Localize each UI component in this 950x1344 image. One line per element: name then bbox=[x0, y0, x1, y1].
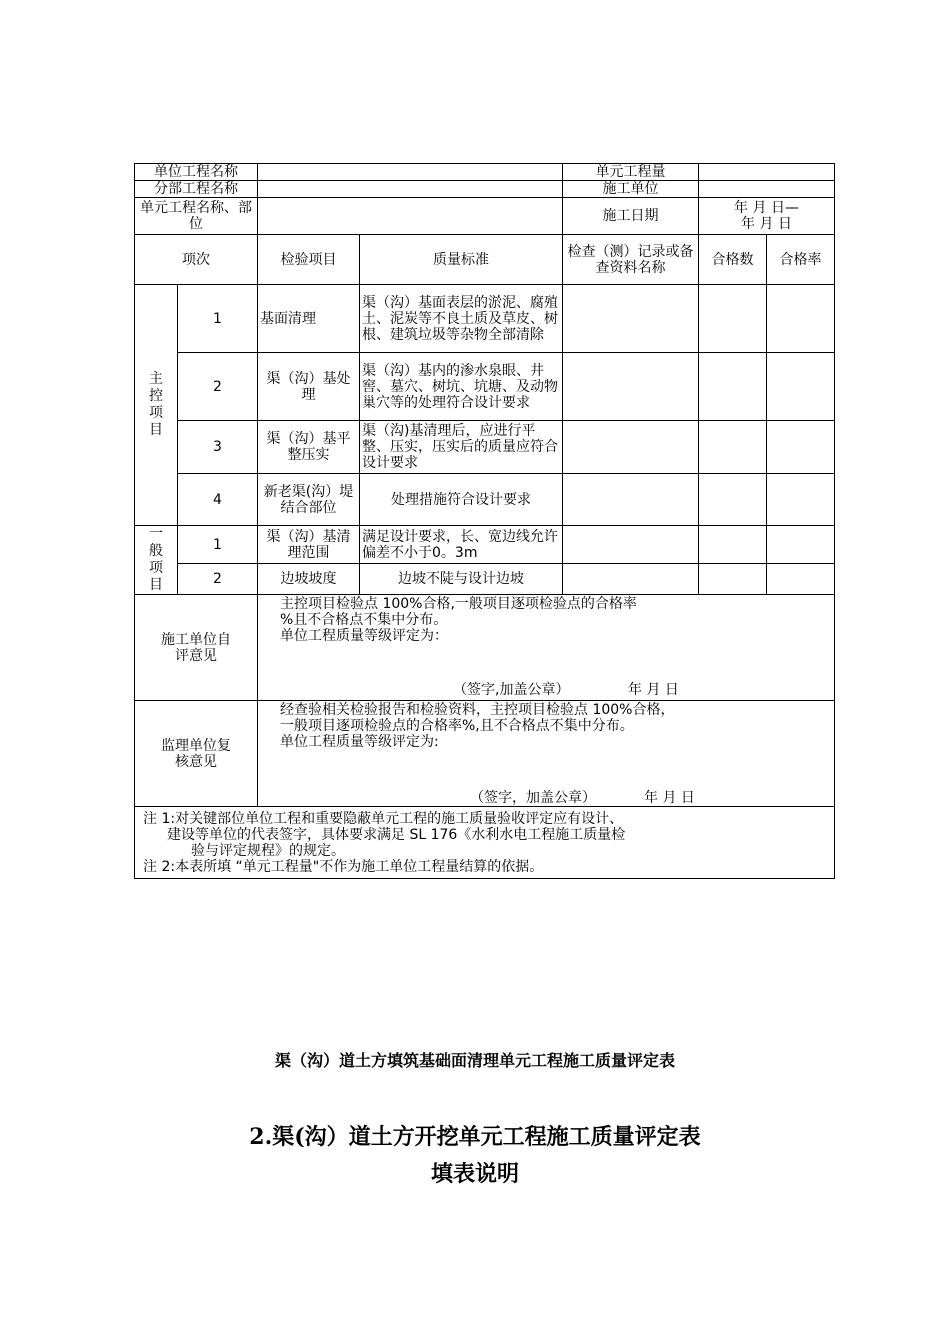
self-assessment-line3: 单位工程质量等级评定为： bbox=[280, 628, 448, 644]
col-pass-count: 合格数 bbox=[699, 235, 767, 285]
supervisor-review-line1: 经查验相关检验报告和检验资料，主控项目检验点 100%合格， bbox=[280, 702, 675, 718]
main-control-group-label: 主控项目 bbox=[135, 285, 178, 526]
row-no: 4 bbox=[178, 474, 258, 526]
row-record[interactable] bbox=[563, 526, 699, 564]
row-no: 2 bbox=[178, 353, 258, 421]
row-no: 1 bbox=[178, 285, 258, 353]
row-standard: 渠（沟)基清理后，应进行平整、压实，压实后的质量应符合设计要求 bbox=[360, 421, 563, 474]
col-item-no: 项次 bbox=[135, 235, 258, 285]
row-pass-rate[interactable] bbox=[767, 353, 835, 421]
self-assessment-opinion[interactable] bbox=[258, 595, 835, 701]
table-title: 渠（沟）道土方填筑基础面清理单元工程施工质量评定表 bbox=[274, 1051, 675, 1070]
col-record: 检查（测）记录或备查资料名称 bbox=[563, 235, 699, 285]
table-row bbox=[135, 526, 835, 564]
row-standard: 渠（沟）基面表层的淤泥、腐殖土、泥炭等不良土质及草皮、树根、建筑垃圾等杂物全部清除 bbox=[360, 285, 563, 353]
col-inspection-item: 检验项目 bbox=[258, 235, 360, 285]
table-row bbox=[135, 353, 835, 421]
unit-project-name-label: 单位工程名称 bbox=[135, 164, 258, 181]
section-title: 2.渠(沟）道土方开挖单元工程施工质量评定表 bbox=[249, 1124, 701, 1150]
sub-project-name-label: 分部工程名称 bbox=[135, 181, 258, 198]
supervisor-review-date: 年 月 日 bbox=[644, 790, 695, 806]
row-item: 渠（沟）基处理 bbox=[258, 353, 360, 421]
row-record[interactable] bbox=[563, 285, 699, 353]
unit-element-name-value[interactable] bbox=[258, 198, 563, 235]
row-pass-count[interactable] bbox=[699, 526, 767, 564]
unit-element-name-label: 单元工程名称、部位 bbox=[135, 198, 258, 235]
row-standard: 渠（沟）基内的渗水泉眼、井窖、墓穴、树坑、坑塘、及动物巢穴等的处理符合设计要求 bbox=[360, 353, 563, 421]
sub-project-name-value[interactable] bbox=[258, 181, 563, 198]
row-record[interactable] bbox=[563, 564, 699, 595]
row-item: 渠（沟）基清理范围 bbox=[258, 526, 360, 564]
note1-line2: 建设等单位的代表签字，具体要求满足 SL 176《水利水电工程施工质量检 bbox=[167, 826, 626, 843]
note1-line1: 注 1:对关键部位单位工程和重要隐蔽单元工程的施工质量验收评定应有设计、 bbox=[143, 810, 624, 827]
row-pass-count[interactable] bbox=[699, 474, 767, 526]
row-item: 基面清理 bbox=[258, 285, 360, 353]
note2: 注 2:本表所填 “单元工程量"不作为施工单位工程量结算的依据。 bbox=[143, 858, 544, 875]
self-assessment-date: 年 月 日 bbox=[628, 682, 679, 698]
row-standard: 处理措施符合设计要求 bbox=[360, 474, 563, 526]
row-record[interactable] bbox=[563, 353, 699, 421]
date-range-end: 年 月 日 bbox=[741, 216, 792, 232]
table-notes bbox=[135, 807, 835, 879]
row-standard: 满足设计要求，长、宽边线允许偏差不小于0。3m bbox=[360, 526, 563, 564]
row-no: 1 bbox=[178, 526, 258, 564]
self-assessment-label: 施工单位自评意见 bbox=[135, 595, 258, 701]
unit-project-name-value[interactable] bbox=[258, 164, 563, 181]
section-subtitle: 填表说明 bbox=[430, 1161, 519, 1187]
supervisor-review-opinion[interactable] bbox=[258, 701, 835, 807]
row-record[interactable] bbox=[563, 474, 699, 526]
table-row bbox=[135, 285, 835, 353]
row-pass-rate[interactable] bbox=[767, 474, 835, 526]
row-no: 2 bbox=[178, 564, 258, 595]
row-pass-rate[interactable] bbox=[767, 285, 835, 353]
supervisor-review-signature: （签字，加盖公章） bbox=[470, 790, 596, 806]
construction-unit-label: 施工单位 bbox=[563, 181, 699, 198]
table-row bbox=[135, 474, 835, 526]
construction-date-value[interactable] bbox=[699, 198, 835, 235]
row-pass-rate[interactable] bbox=[767, 564, 835, 595]
row-item: 新老渠(沟）堤结合部位 bbox=[258, 474, 360, 526]
unit-quantity-value[interactable] bbox=[699, 164, 835, 181]
row-no: 3 bbox=[178, 421, 258, 474]
self-assessment-line2: %且不合格点不集中分布。 bbox=[280, 612, 448, 628]
general-group-label: 一般项目 bbox=[135, 526, 178, 595]
row-item: 渠（沟）基平整压实 bbox=[258, 421, 360, 474]
unit-quantity-label: 单元工程量 bbox=[563, 164, 699, 181]
construction-date-label: 施工日期 bbox=[563, 198, 699, 235]
supervisor-review-line3: 单位工程质量等级评定为: bbox=[280, 734, 439, 750]
self-assessment-line1: 主控项目检验点 100%合格,一般项目逐项检验点的合格率 bbox=[280, 596, 637, 612]
row-standard: 边坡不陡与设计边坡 bbox=[360, 564, 563, 595]
note1-line3: 验与评定规程》的规定。 bbox=[191, 842, 345, 859]
construction-unit-value[interactable] bbox=[699, 181, 835, 198]
date-range-start: 年 月 日— bbox=[734, 200, 799, 216]
row-pass-count[interactable] bbox=[699, 421, 767, 474]
row-record[interactable] bbox=[563, 421, 699, 474]
table-row bbox=[135, 564, 835, 595]
row-pass-count[interactable] bbox=[699, 353, 767, 421]
col-quality-standard: 质量标准 bbox=[360, 235, 563, 285]
col-pass-rate: 合格率 bbox=[767, 235, 835, 285]
row-pass-rate[interactable] bbox=[767, 421, 835, 474]
quality-assessment-table bbox=[134, 163, 835, 879]
table-row bbox=[135, 421, 835, 474]
row-pass-count[interactable] bbox=[699, 285, 767, 353]
supervisor-review-label: 监理单位复核意见 bbox=[135, 701, 258, 807]
row-item: 边坡坡度 bbox=[258, 564, 360, 595]
row-pass-rate[interactable] bbox=[767, 526, 835, 564]
self-assessment-signature: （签字,加盖公章） bbox=[453, 682, 570, 698]
supervisor-review-line2: 一般项目逐项检验点的合格率%,且不合格点不集中分布。 bbox=[280, 718, 634, 734]
row-pass-count[interactable] bbox=[699, 564, 767, 595]
